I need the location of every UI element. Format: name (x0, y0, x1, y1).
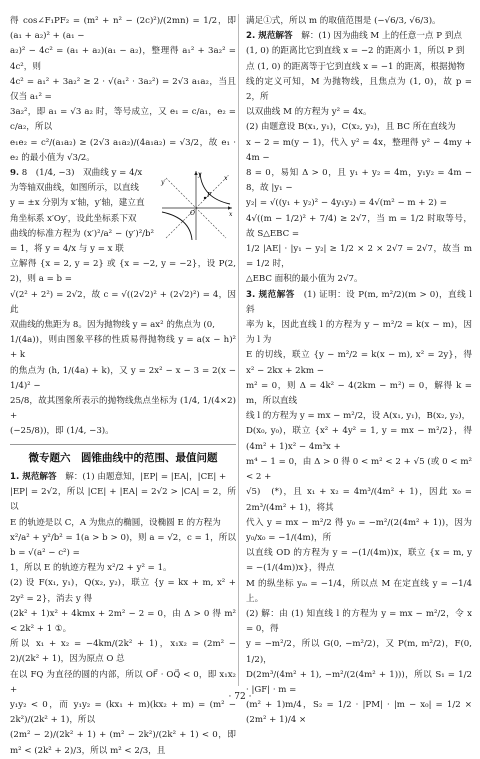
point-p (204, 197, 206, 199)
text-line: |EP| = 2√2，所以 |CE| + |EA| = 2√2 > |CA| = 2，所以 (10, 487, 236, 513)
text-line: x²/a² + y²/b² = 1(a > b > 0)，则 a = √2，c = 1，所以 b = √(a² − c²) = (10, 532, 236, 558)
text-line: y = −m²/2，所以 G(0, −m²/2)，又 P(m, m²/2)，F(0, 1/2)， (246, 639, 472, 665)
right-column (246, 14, 472, 729)
text-line: 8 = 0，易知 Δ > 0，且 y₁ + y₂ = 4m，y₁y₂ = 4m − 8，故 |y₁ − (246, 168, 472, 194)
text-line: 以双曲线 M 的方程为 y² = 4x。 (246, 107, 372, 118)
q3-solution (246, 288, 472, 729)
text-line: m² = 0，则 Δ = 4k² − 4(2km − m²) = 0，解得 k = m，所以直线 (246, 380, 472, 407)
text-line: (2) 解：由 (1) 知直线 l 的方程为 y = mx − m²/2，令 x = 0，得 (246, 608, 472, 635)
text-line: E 的切线，联立 {y − m²/2 = k(x − m), x² = 2y}，得 x² − 2kx + 2km − (246, 350, 472, 376)
text-line: 解：(1) 由题意知，|EP| = |EA|，|CE| + (65, 471, 227, 482)
text-line: √(2² + 2²) = 2√2，故 c = √((2√2)² + (2√2)²) = 4，因此 (10, 289, 236, 315)
text-line: 立解得 {x = 2, y = 2} 或 {x = −2, y = −2}，设 P(2, 2)，则 a = b = (10, 259, 236, 285)
text-line: 线 l 的方程为 y = mx − m²/2，设 A(x₁, y₁)，B(x₂, y₂)， (246, 411, 471, 422)
q8-solution-tail (10, 14, 236, 166)
text-line: (1, 0) 的距离比它到直线 x = −2 的距离小 1，所以 P 到 (246, 46, 465, 57)
text-line: 3a₂²，即 a₁ = √3 a₂ 时，等号成立，又 e₁ = c/a₁，e₂ = c/a₂，所以 (10, 107, 236, 133)
text-line: 得 cos∠F₁PF₂ = (m² + n² − (2c)²)/(2mn) = 1/2，即(a₁ + a₂)² + (a₁ − (10, 16, 236, 42)
q1-solution (10, 470, 236, 759)
hyperbola-figure (158, 168, 236, 242)
x-prime-label: x′ (224, 175, 229, 183)
text-line: 1，所以 E 的轨迹方程为 x²/2 + y² = 1。 (10, 563, 172, 574)
text-line: △EBC 面积的最小值为 2√7。 (246, 274, 363, 285)
text-line: 点 (1, 0) 的距离等于它到直线 x = −1 的距离，根据抛物 (246, 61, 465, 72)
origin-label: O (190, 210, 195, 218)
q1-header (10, 470, 236, 485)
text-line: e₁e₂ = c²/(a₁a₂) ≥ (2√3 a₁a₂)/(4a₁a₂) = √3/2，故 e₁ · e₂ 的最小值为 √3/2。 (10, 137, 236, 163)
column-divider (238, 14, 239, 686)
q9-solution (10, 166, 236, 440)
y-prime-label: y′ (161, 179, 166, 187)
text-line: 的焦点为 (h, 1/(4a) + k)，又 y = 2x² − x − 3 = 2(x − 1/4)² − (10, 365, 236, 391)
page-number: · 72 · (228, 692, 252, 702)
text-line: 1/(4a))，则由图象平移的性质易得抛物线 y = a(x − h)² + k (10, 335, 236, 361)
text-line: 所以 x₁ + x₂ = −4km/(2k² + 1)，x₁x₂ = (2m² − 2)/(2k² + 1)，因为原点 O 总 (10, 639, 236, 665)
hyperbola-branch-left (162, 212, 192, 240)
text-line: D(2m³/(4m² + 1), −m²/(2(4m² + 1)))，所以 S₁ = 1/2 · |GF| · m = (246, 669, 472, 695)
text-line: 25/8，故其图象所表示的抛物线焦点坐标为 (1/4, 1/(4×2) + (10, 396, 236, 422)
q1-tail: 满足①式，所以 m 的取值范围是 (−√6/3, √6/3)。 (246, 16, 441, 26)
text-line: 双曲线的焦距为 8。因为抛物线 y = ax² 的焦点为 (0, (10, 320, 215, 331)
x-prime-axis (166, 176, 228, 238)
text-line: 4√((m − 1/2)² + 7/4) ≥ 2√7，当 m = 1/2 时取等号，故 S△EBC = (246, 213, 472, 239)
text-line: y₂| = √((y₁ + y₂)² − 4y₁y₂) = 4√(m² − m + 2) = (246, 198, 447, 209)
text-line: a₂)² − 4c² = (a₁ + a₂)(a₁ − a₂)，整理得 a₁² + 3a₂² = 4c²，则 (10, 46, 236, 72)
text-line: (−25/8))，即 (1/4, −3)。 (10, 426, 114, 437)
question-label: 2. 规范解答 (246, 31, 293, 42)
text-line: y = ±x 分别为 x′轴，y′轴，建立直 (10, 198, 145, 209)
q2-solution (246, 29, 472, 287)
question-number: 9. (10, 168, 19, 179)
text-line: 线的定义可知，M 为抛物线，且焦点为 (1, 0)，故 p = 2，所 (246, 76, 472, 103)
text-line: x − 2 = m(y − 1)，代入 y² = 4x，整理得 y² − 4my + 4m − (246, 137, 472, 163)
p-label: P (207, 192, 212, 200)
question-label: 3. 规范解答 (246, 289, 295, 300)
text-line: (2k² + 1)x² + 4kmx + 2m² − 2 = 0，由 Δ > 0 得 m² < 2k² + 1 ①。 (10, 608, 236, 634)
text-line: (1) 证明：设 P(m, m²/2)(m > 0)，直线 l 斜 (246, 289, 472, 315)
text-line: D(x₀, y₀)，联立 {x² + 4y² = 1, y = mx − m²/2}，得 (4m² + 1)x² − 4m³x + (246, 426, 472, 452)
text-line: E 的轨迹是以 C，A 为焦点的椭圆，设椭圆 E 的方程为 (10, 517, 221, 528)
text-line: 1/2 |AE| · |y₁ − y₂| ≥ 1/2 × 2 × 2√7 = 2√7，故当 m = 1/2 时， (246, 244, 472, 270)
q2-header (246, 29, 472, 44)
text-line: 代入 y = mx − m²/2 得 y₀ = −m²/(2(4m² + 1))，因为 y₀/x₀ = −1/(4m)，所 (246, 517, 472, 543)
text-line: m⁴ − 1 = 0，由 Δ > 0 得 0 < m² < 2 + √5 (或 0 < m² < 2 + (246, 456, 472, 483)
text-line: 解：(1) 因为曲线 M 上的任意一点 P 到点 (301, 31, 462, 42)
text-line: 为等轴双曲线，如图所示，以直线 (10, 183, 139, 194)
section-divider (10, 444, 236, 445)
text-line: y₁y₂ < 0，而 y₁y₂ = (kx₁ + m)(kx₂ + m) = (m² − 2k²)/(2k² + 1)，所以 (10, 699, 236, 726)
text-line: (2) 由题意设 B(x₁, y₁)，C(x₂, y₂)，且 BC 所在直线为 (246, 122, 456, 133)
section-title: 微专题六 圆锥曲线中的范围、最值问题 (28, 451, 218, 464)
x-label: x (229, 211, 233, 219)
text-line: M 的纵坐标 yₘ = −1/4，所以点 M 在定直线 y = −1/4 上。 (246, 578, 472, 604)
y-label: y (198, 171, 202, 179)
q3-header (246, 288, 472, 318)
text-line: 率为 k，因此直线 l 的方程为 y − m²/2 = k(x − m)，因为 l 为 (246, 320, 472, 346)
hyperbola-graph (158, 168, 236, 242)
text-line: (2) 设 F(x₁, y₁)，Q(x₂, y₂)，联立 {y = kx + m, x² + 2y² = 2}，消去 y 得 (10, 578, 236, 604)
text-line: 4c² = a₁² + 3a₂² ≥ 2 · √(a₁² · 3a₂²) = 2√3 a₁a₂，当且仅当 a₁² = (10, 76, 236, 103)
text-line: √5) (*)，且 x₁ + x₂ = 4m³/(4m² + 1)，因此 x₀ = 2m³/(4m² + 1)，将其 (246, 487, 472, 513)
text-line: 曲线的标准方程为 (x′)²/a² − (y′)²/b² = 1，将 y = 4/x 与 y = x 联 (10, 228, 154, 255)
x-axis-arrow (228, 206, 232, 209)
text-line: (2m² − 2)/(2k² + 1) + (m² − 2k²)/(2k² + 1) < 0，即 m² < (2k² + 2)/3，所以 m² < 2/3，且 (10, 730, 236, 756)
left-column (10, 14, 236, 759)
text-line: 以直线 OD 的方程为 y = −(1/(4m))x，联立 {x = m, y = −(1/(4m))x}，得点 (246, 548, 472, 574)
q9-answer: 8 (1/4, −3) 双曲线 y = 4/x (21, 168, 143, 179)
question-label: 1. 规范解答 (10, 471, 57, 482)
text-line: 在以 FQ 为直径的圆的内部，所以 OF⃗ · OQ⃗ < 0，即 x₁x₂ + (10, 669, 236, 695)
text-line: (m² + 1)m/4，S₂ = 1/2 · |PM| · |m − x₀| = 1/2 × (2m² + 1)/4 × (246, 700, 472, 726)
text-line: 角坐标系 x′Oy′，设此坐标系下双 (10, 213, 137, 224)
